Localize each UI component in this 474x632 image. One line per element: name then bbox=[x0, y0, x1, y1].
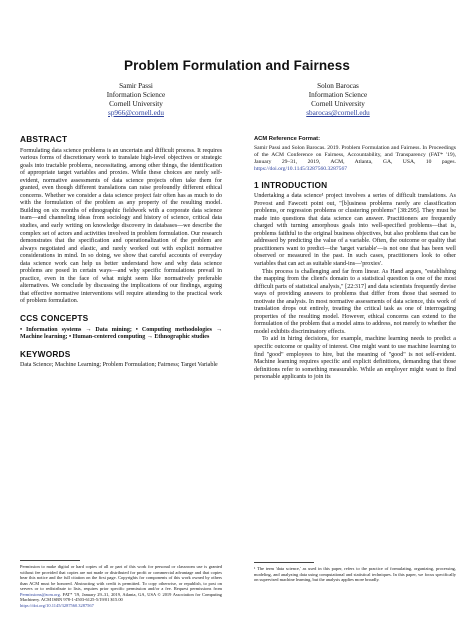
ccs-text: • Information systems → Data mining; • Computing methodologies → Machine learning; • Human-centered computing → Ethnographic studies bbox=[20, 326, 222, 341]
keywords-heading: KEYWORDS bbox=[20, 348, 71, 359]
author-affiliation: Information Science bbox=[106, 91, 166, 99]
author-email-link[interactable]: sbarocas@cornell.edu bbox=[306, 109, 370, 117]
abstract-section bbox=[20, 136, 222, 306]
permission-conference-info: . FAT* '19, January 29–31, 2019, Atlanta, GA, USA © 2019 Association for Computing Machinery. ACM ISBN 978-1-4503-6125-5/19/01 $15.00 bbox=[20, 591, 222, 602]
intro-paragraph: To aid in hiring decisions, for example, machine learning needs to predict a specific outcome or quality of interest. One might want to use machine learning to find "good" employees to hire, but the meaning of "good" is not self-evident. Machine learning requires specific and explicit definitions, demanding that those definitions refer to something measurable. While an employer might want to find personable applicants to join its bbox=[254, 336, 456, 381]
permission-doi-link[interactable]: https://doi.org/10.1145/3287560.3287567 bbox=[20, 602, 94, 608]
keywords-text: Data Science; Machine Learning; Problem Formulation; Fairness; Target Variable bbox=[20, 362, 218, 369]
divider bbox=[20, 560, 80, 561]
permission-text: Permission to make digital or hard copies of all or part of this work for personal or classroom use is granted without fee provided that copies are not made or distributed for profit or commercial advantage and that copies bear this notice and the full citation on the first page. Copyrights for components of this work owned by others than ACM must be honored. Abstracting with credit is permitted. To copy otherwise, or republish, to post on servers or to redistribute to lists, requires prior specific permission and/or a fee. Request permissions from bbox=[20, 564, 222, 591]
author-institution: Cornell University bbox=[311, 100, 365, 108]
footnote-text: ¹ The term 'data science,' as used in this paper, refers to the practice of formulating, organizing, processing, modeling, and analyzing data using computational and statistical techniques. In this paper, we focus specifically on supervised machine learning, but the analysis applies more broadly. bbox=[254, 566, 456, 582]
author-block-1 bbox=[56, 82, 216, 118]
abstract-heading: ABSTRACT bbox=[20, 134, 68, 144]
right-column bbox=[254, 136, 456, 391]
abstract-text: Formulating data science problems is an uncertain and difficult process. It requires various forms of discretionary work to translate high-level objectives or strategic goals into tractable problems, necessitating, among other things, the identification of appropriate target variables and proxies. While these choices are rarely self-evident, normative assessments of data science projects often take them for granted, even though different translations can raise profoundly different ethical concerns. Whether we consider a data science project fair often has as much to do with the formulation of the problem as any property of the resulting model. Building on six months of ethnographic fieldwork with a corporate data science team—and channeling ideas from sociology and history of science, critical data studies, and early writing on knowledge discovery in databases—we describe the complex set of actors and activities involved in problem formulation. Our research demonstrates that the specification and operationalization of the problem are always negotiated and elastic, and rarely worked out with explicit normative considerations in mind. In so doing, we show that careful accounts of everyday data science work can help us better understand how and why data science problems are posed in certain ways—and why specific formulations prevail in practice, even in the face of what might seem like normatively preferable alternatives. We conclude by discussing the implications of our findings, arguing that effective normative interventions will require attending to the practical work of problem formulation. bbox=[20, 147, 222, 305]
introduction-section bbox=[254, 179, 456, 382]
author-affiliation: Information Science bbox=[308, 91, 368, 99]
left-column bbox=[20, 136, 222, 379]
footnote bbox=[254, 558, 456, 583]
ccs-heading: CCS CONCEPTS bbox=[20, 313, 89, 324]
paper-title: Problem Formulation and Fairness bbox=[124, 58, 350, 73]
author-institution: Cornell University bbox=[109, 100, 163, 108]
divider bbox=[254, 562, 314, 563]
intro-paragraph: Undertaking a data science¹ project involves a series of difficult translations. As Provost and Fawcett point out, "[b]usiness problems rarely are classification problems, or regression problems or clustering problems" [38:295]. They must be made into questions that data science can answer. Practitioners are frequently charged with turning amorphous goals into well-specified problems—that is, problems faithful to the original business objectives, but also problems that can be addressed by predicting the value of a variable. Often, the outcome or quality that practitioners want to predict—the 'target variable'—is not one that has been well observed or measured in the past. In such cases, practitioners look to other variables that can act as suitable stand-ins—'proxies'. bbox=[254, 193, 456, 268]
reference-format-heading: ACM Reference Format: bbox=[254, 136, 321, 142]
reference-format-text bbox=[254, 145, 456, 173]
permission-notice bbox=[20, 556, 222, 608]
intro-paragraph: This process is challenging and far from linear. As Hand argues, "establishing the mapping from the client's domain to a statistical question is one of the most difficult parts of statistical analysis," [22:317] and data scientists frequently devise ways of providing answers to problems that differ from those that seemed to motivate the analysis. In most normative assessments of data science, this work of translation drops out entirely, treating the critical task as one of interrogating properties of the resulting model. However, ethical concerns can extend to the formulation of the problem that a model aims to address, not merely to whether the model exhibits discriminatory effects. bbox=[254, 268, 456, 335]
reference-format-section bbox=[254, 136, 456, 173]
author-email-link[interactable]: sp966@cornell.edu bbox=[108, 109, 164, 117]
reference-citation: Samir Passi and Solon Barocas. 2019. Problem Formulation and Fairness. In Proceedings of the ACM Conference on Fairness, Accountability, and Transparency (FAT* '19), January 29–31, 2019, ACM, Atlanta, GA, USA, 10 pages. bbox=[254, 144, 456, 165]
introduction-heading: 1 INTRODUCTION bbox=[254, 179, 328, 190]
ccs-section bbox=[20, 315, 222, 342]
author-name: Solon Barocas bbox=[317, 82, 359, 90]
author-block-2 bbox=[258, 82, 418, 118]
author-name: Samir Passi bbox=[119, 82, 153, 90]
permissions-email-link[interactable]: Permissions@acm.org bbox=[20, 591, 60, 597]
reference-doi-link[interactable]: https://doi.org/10.1145/3287560.3287567 bbox=[254, 165, 348, 172]
keywords-section bbox=[20, 348, 222, 370]
